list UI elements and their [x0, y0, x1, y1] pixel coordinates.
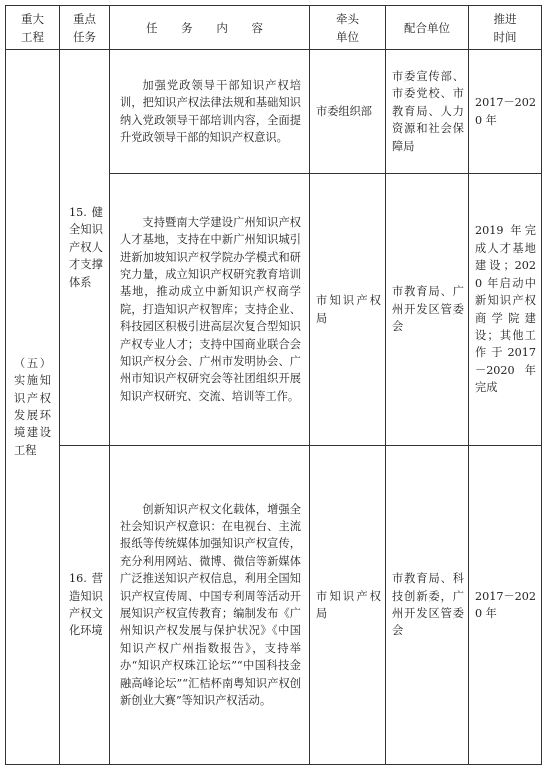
key-task-cell — [60, 446, 110, 765]
lead-unit-text: 市知识产权局 — [316, 589, 381, 620]
task-content-text: 创新知识产权文化载体，增强全社会知识产权意识：在电视台、主流报纸等传统媒体加强知识产权宣传，充分利用网站、微博、微信等新媒体广泛推送知识产权信息，利用全国知识产权宣传周、中国专利周等活动开展知识产权宣传教育；编制发布《广州知识产权发展与保护状况》《中国知识产权广州指数报告》，支持举办“知识产权珠江论坛”“中国科技金融高峰论坛”“汇桔杯南粤知识产权创新创业大赛”等知识产权活动。 — [120, 502, 301, 708]
task-content-cell — [110, 446, 310, 765]
header-major-project: 重大 工程 — [6, 6, 60, 50]
task-content-cell — [110, 50, 310, 174]
task-content-cell — [110, 174, 310, 446]
key-task-text: 15. 健全知识产权人才支撑体系 — [69, 205, 103, 289]
table-row — [6, 50, 542, 174]
lead-unit-text: 市知识产权局 — [316, 294, 381, 325]
task-content-text: 支持暨南大学建设广州知识产权人才基地，支持在中新广州知识城引进新加坡知识产权学院办学模式和研究力量，成立知识产权研究教育培训基地，推动成立中新知识产权商学院，打造知识产权智库；支持企业、科技园区积极引进高层次复合型知识产权专业人才；支持中国商业联合会知识产权分会、广州市发明协会、广州市知识产权研究会等社团组织开展知识产权研究、交流、培训等工作。 — [120, 215, 301, 403]
header-lead-unit: 牵头 单位 — [310, 6, 386, 50]
cooperating-unit-text: 市教育局、科技创新委，广州开发区管委会 — [392, 572, 464, 638]
timeline-text: 2019 年完成人才基地建设；2020 年启动中新知识产权商学院建设；其他工作于2017－2020 年完成 — [475, 224, 536, 395]
header-cooperating-unit: 配合单位 — [386, 6, 469, 50]
timeline-text: 2017－2020 年 — [475, 589, 537, 620]
header-row — [6, 6, 542, 50]
key-task-cell — [60, 50, 110, 446]
task-table — [5, 5, 542, 765]
timeline-cell — [469, 50, 542, 174]
major-project-text: （五）实施知识产权发展环境建设工程 — [14, 356, 51, 457]
table-row — [6, 446, 542, 765]
cooperating-unit-cell — [386, 174, 469, 446]
timeline-cell — [469, 174, 542, 446]
lead-unit-text: 市委组织部 — [316, 104, 372, 118]
timeline-cell — [469, 446, 542, 765]
cooperating-unit-cell — [386, 446, 469, 765]
header-timeline: 推进 时间 — [469, 6, 542, 50]
cooperating-unit-text: 市委宣传部、市委党校、市教育局、人力资源和社会保障局 — [392, 69, 464, 153]
header-key-task: 重点 任务 — [60, 6, 110, 50]
task-content-text: 加强党政领导干部知识产权培训，把知识产权法律法规和基础知识纳入党政领导干部培训内容，全面提升党政领导干部的知识产权意识。 — [120, 78, 301, 144]
lead-unit-cell — [310, 174, 386, 446]
timeline-text: 2017－2020 年 — [475, 96, 537, 127]
major-project-cell — [6, 50, 60, 765]
header-task-content: 任 务 内 容 — [110, 6, 310, 50]
cooperating-unit-text: 市教育局、广州开发区管委会 — [392, 285, 464, 334]
cooperating-unit-cell — [386, 50, 469, 174]
lead-unit-cell — [310, 446, 386, 765]
lead-unit-cell — [310, 50, 386, 174]
key-task-text: 16. 营造知识产权文化环境 — [69, 572, 103, 638]
